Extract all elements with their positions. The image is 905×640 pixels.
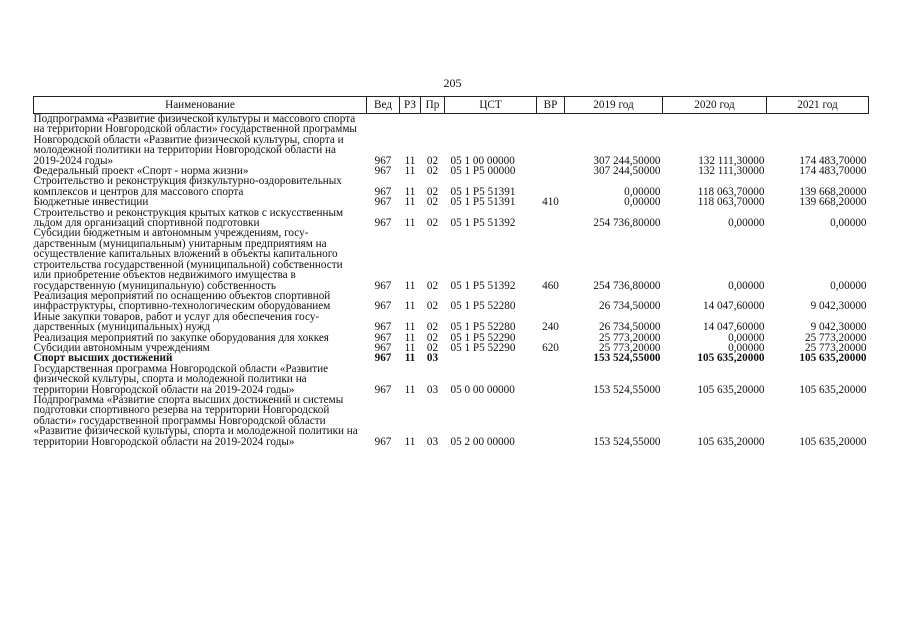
table-row	[34, 364, 869, 395]
row-ved: 967	[374, 279, 392, 292]
row-pr: 02	[426, 154, 439, 167]
row-vr	[537, 208, 565, 229]
header-cst: ЦСТ	[445, 97, 537, 114]
header-vr: ВР	[537, 97, 565, 114]
page-number: 205	[443, 76, 462, 90]
row-2020-amount: 14 047,60000	[702, 321, 765, 334]
row-2019-amount: 25 773,20000	[598, 331, 661, 344]
row-cst: 05 1 P5 51391	[450, 185, 516, 198]
row-pr: 02	[426, 279, 439, 292]
row-2021-amount: 139 668,20000	[799, 185, 867, 198]
table-row	[34, 228, 869, 290]
header-rz: РЗ	[400, 97, 421, 114]
header-2020: 2020 год	[663, 97, 767, 114]
row-2019-amount: 0,00000	[624, 196, 661, 209]
row-2021-amount: 9 042,30000	[810, 321, 867, 334]
row-pr: 02	[426, 217, 439, 230]
row-2020-amount: 118 063,70000	[697, 196, 765, 209]
row-ved: 967	[374, 196, 392, 209]
row-ved: 967	[374, 321, 392, 334]
row-2020-amount: 132 111,30000	[698, 154, 765, 167]
row-2020-amount: 14 047,60000	[702, 300, 765, 313]
row-cst	[445, 353, 537, 363]
table-header	[34, 97, 869, 114]
row-rz: 11	[404, 321, 416, 334]
row-2021-amount: 105 635,20000	[799, 352, 867, 365]
table-row	[34, 208, 869, 229]
row-2021-amount: 105 635,20000	[799, 383, 867, 396]
header-pr: Пр	[421, 97, 445, 114]
row-pr: 03	[426, 352, 439, 365]
row-cst: 05 1 00 00000	[450, 154, 515, 167]
row-ved: 967	[374, 383, 392, 396]
row-ved: 967	[374, 185, 392, 198]
row-2019-amount: 307 244,50000	[593, 165, 661, 178]
row-ved: 967	[374, 154, 392, 167]
row-name: Спорт высших достижений	[33, 352, 173, 365]
row-vr: 620	[542, 341, 559, 354]
row-rz: 11	[404, 217, 416, 230]
row-pr: 03	[426, 383, 439, 396]
row-name: Федеральный проект «Спорт - норма жизни»	[33, 165, 249, 178]
row-vr	[537, 364, 565, 395]
row-rz: 11	[404, 331, 416, 344]
row-pr: 02	[426, 321, 439, 334]
row-name: Реализация мероприятий по оснащению объектов спортивной инфраструктуры, спортивно-технологическим оборудованием	[33, 289, 331, 313]
header-2019: 2019 год	[565, 97, 663, 114]
row-cst: 05 1 P5 52280	[450, 321, 516, 334]
table-row	[34, 395, 869, 447]
budget-table	[33, 96, 869, 447]
row-pr: 02	[426, 331, 439, 344]
row-2019-amount: 254 736,80000	[593, 217, 661, 230]
row-rz: 11	[404, 196, 416, 209]
header-name: Наименование	[34, 97, 367, 114]
row-name: Реализация мероприятий по закупке оборудования для хоккея	[33, 331, 329, 344]
row-vr	[537, 114, 565, 167]
table-row	[34, 114, 869, 167]
row-2021-amount: 0,00000	[830, 217, 867, 230]
row-pr: 02	[426, 196, 439, 209]
row-name: Субсидии автономным учреждениям	[33, 341, 210, 354]
row-vr	[537, 395, 565, 447]
row-ved: 967	[374, 165, 392, 178]
row-rz: 11	[404, 435, 416, 448]
row-ved: 967	[374, 217, 392, 230]
row-rz: 11	[404, 383, 416, 396]
row-2021-amount: 25 773,20000	[804, 341, 867, 354]
row-rz: 11	[404, 185, 416, 198]
table-body	[34, 114, 869, 448]
row-pr: 03	[426, 435, 439, 448]
row-name: Подпрограмма «Развитие физической культуры и массового спорта на территории Новгородской области» государственной программы Новгородской области «Развитие физической культуры, спорта и молодежной политики на территории Новгородской области на 2019-2024 годы»	[33, 113, 357, 167]
row-name: Строительство и реконструкция крытых катков с искусственным льдом для организаций спортивной подготовки	[33, 206, 344, 230]
row-cst: 05 1 P5 51392	[450, 217, 516, 230]
row-rz: 11	[404, 279, 416, 292]
row-pr: 02	[426, 185, 439, 198]
row-2020-amount: 0,00000	[728, 279, 765, 292]
row-2020-amount: 0,00000	[728, 217, 765, 230]
row-cst: 05 1 P5 51392	[450, 279, 516, 292]
row-2021-amount: 25 773,20000	[804, 331, 867, 344]
row-2020-amount: 118 063,70000	[697, 185, 765, 198]
row-vr	[537, 353, 565, 363]
row-ved: 967	[374, 435, 392, 448]
row-vr	[537, 291, 565, 312]
row-ved: 967	[374, 300, 392, 313]
row-2021-amount: 139 668,20000	[799, 196, 867, 209]
row-2019-amount: 153 524,55000	[593, 352, 661, 365]
row-vr	[537, 176, 565, 197]
header-2021: 2021 год	[767, 97, 869, 114]
row-ved: 967	[374, 331, 392, 344]
row-cst: 05 1 P5 52290	[450, 331, 516, 344]
row-2021-amount: 174 483,70000	[799, 154, 867, 167]
row-cst: 05 1 P5 52280	[450, 300, 516, 313]
row-2021-amount: 0,00000	[830, 279, 867, 292]
table-row	[34, 176, 869, 197]
row-2020-amount: 105 635,20000	[697, 435, 765, 448]
row-vr: 410	[542, 196, 559, 209]
row-pr: 02	[426, 300, 439, 313]
row-name: Подпрограмма «Развитие спорта высших достижений и системы подготовки спортивного резерва на территории Новгородской области» государственной программы Новгородской области «Развитие физической культуры, спорта и молодежной политики на территории Новгородской области на 2019-2024 годы»	[33, 393, 358, 448]
row-2019-amount: 0,00000	[624, 185, 661, 198]
row-2019-amount: 26 734,50000	[598, 321, 661, 334]
row-2020-amount: 105 635,20000	[697, 383, 765, 396]
row-rz: 11	[404, 300, 416, 313]
row-vr	[537, 166, 565, 176]
row-2020-amount: 0,00000	[728, 341, 765, 354]
row-2020-amount: 0,00000	[728, 331, 765, 344]
row-2020-amount: 105 635,20000	[697, 352, 765, 365]
row-cst: 05 1 P5 00000	[450, 165, 516, 178]
row-2019-amount: 25 773,20000	[598, 341, 661, 354]
row-pr: 02	[426, 341, 439, 354]
row-2019-amount: 307 244,50000	[593, 154, 661, 167]
row-2019-amount: 26 734,50000	[598, 300, 661, 313]
row-2019-amount: 153 524,55000	[593, 383, 661, 396]
row-cst: 05 0 00 00000	[450, 383, 515, 396]
row-2019-amount: 254 736,80000	[593, 279, 661, 292]
table-row	[34, 291, 869, 312]
row-vr: 460	[542, 279, 559, 292]
row-rz: 11	[404, 352, 416, 365]
row-2019-amount: 153 524,55000	[593, 435, 661, 448]
row-rz: 11	[404, 341, 416, 354]
row-vr: 240	[542, 321, 559, 334]
row-2021-amount: 174 483,70000	[799, 165, 867, 178]
row-name: Иные закупки товаров, работ и услуг для обеспечения государственных (муниципальных) нужд	[33, 310, 320, 334]
row-2021-amount: 105 635,20000	[799, 435, 867, 448]
row-ved: 967	[374, 352, 392, 365]
row-rz: 11	[404, 154, 416, 167]
row-rz: 11	[404, 165, 416, 178]
row-name: Бюджетные инвестиции	[33, 196, 149, 209]
row-name: Строительство и реконструкция физкультурно-оздоровительных комплексов и центров для массового спорта	[33, 175, 342, 198]
row-ved: 967	[374, 341, 392, 354]
row-cst: 05 1 P5 52290	[450, 341, 516, 354]
row-name: Субсидии бюджетным и автономным учреждениям, государственным (муниципальным) унитарным предприятиям на осуществление капитальных вложений в объекты капитального строительства государственной (муниципальной) собственности или приобретение объектов недвижимого имущества в государственную (муниципальную) собственность	[33, 227, 343, 292]
table-row	[34, 312, 869, 333]
header-ved: Вед	[367, 97, 400, 114]
row-cst: 05 2 00 00000	[450, 435, 515, 448]
row-cst: 05 1 P5 51391	[450, 196, 516, 209]
row-pr: 02	[426, 165, 439, 178]
row-name: Государственная программа Новгородской области «Развитие физической культуры, спорта и молодежной политики на территории Новгородской области на 2019-2024 годы»	[33, 362, 329, 396]
row-2020-amount: 132 111,30000	[698, 165, 765, 178]
row-2021-amount: 9 042,30000	[810, 300, 867, 313]
